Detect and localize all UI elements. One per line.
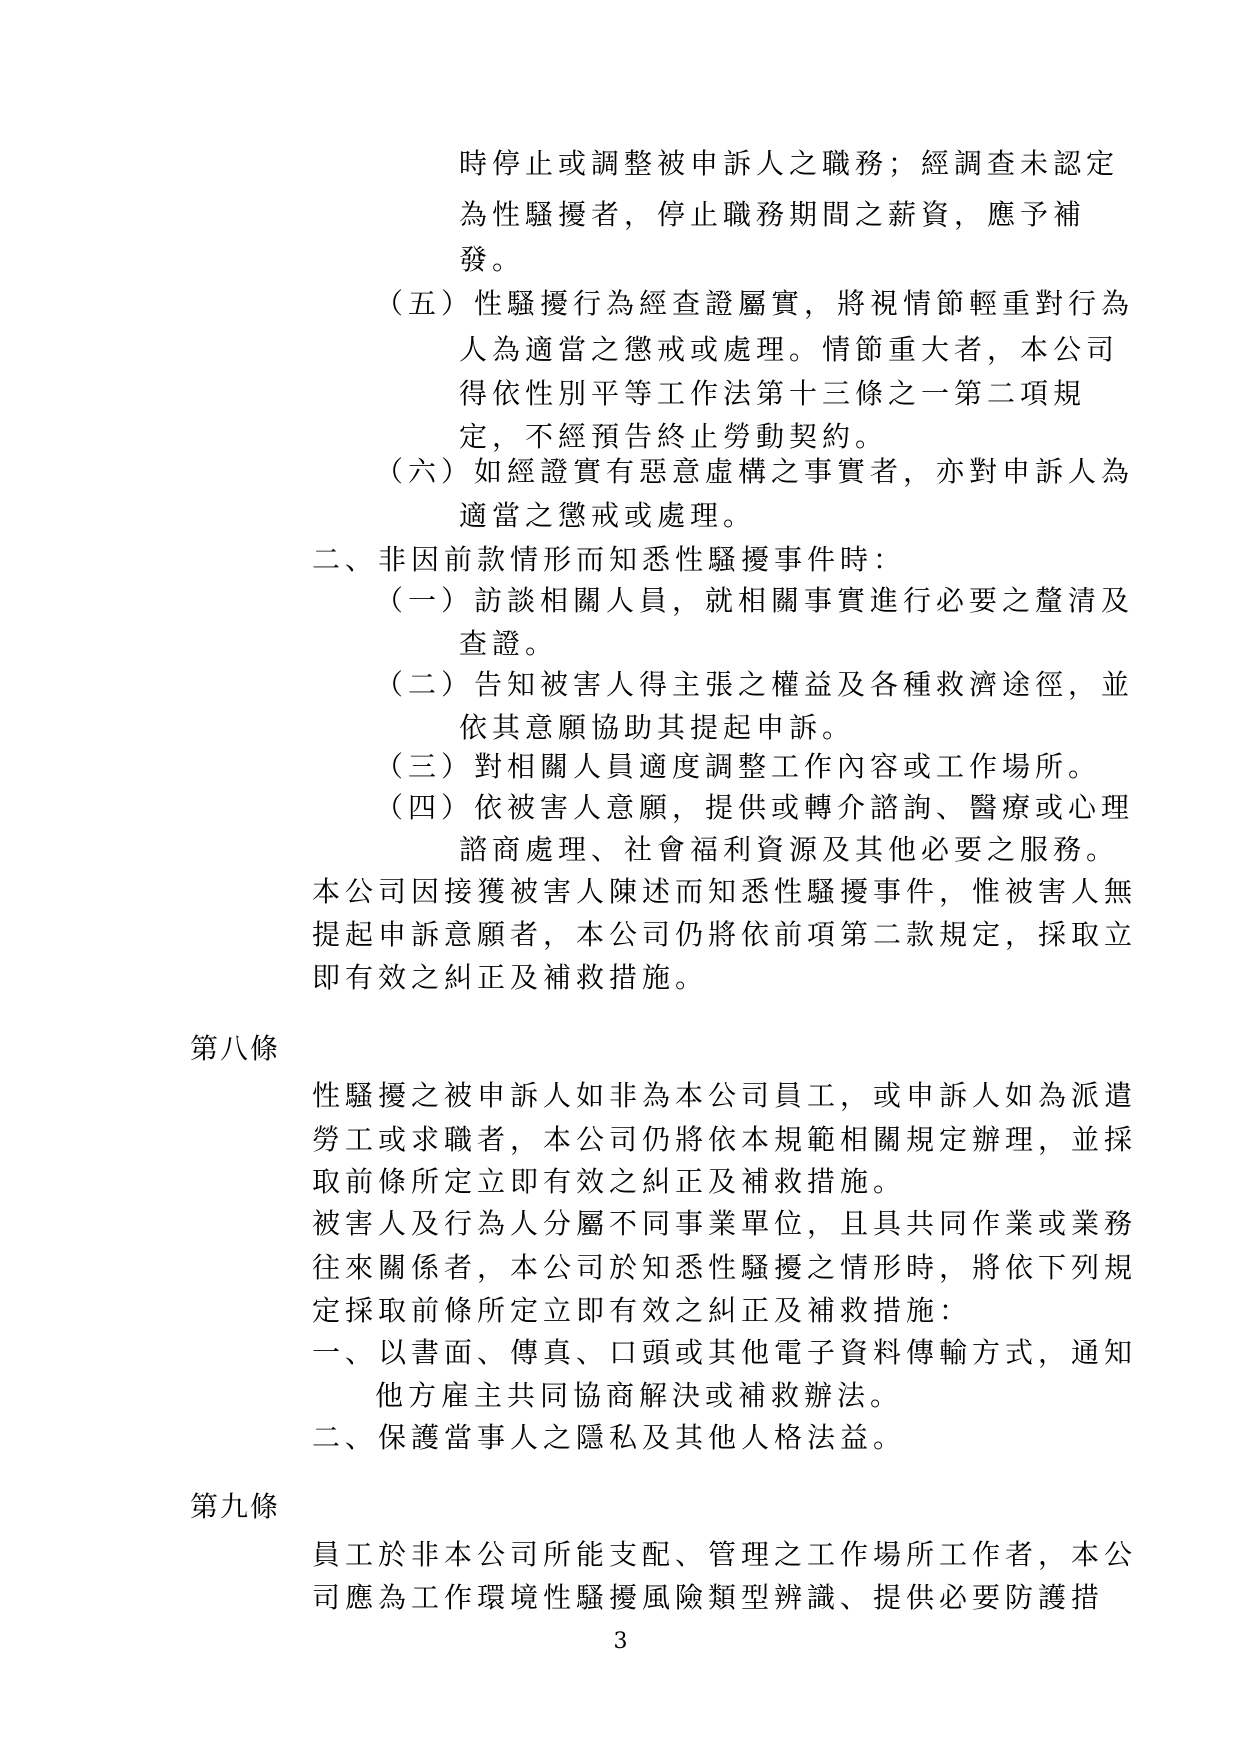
text-line: 依其意願協助其提起申訴。 <box>459 711 856 744</box>
paragraph-line: 被害人及行為人分屬不同事業單位，且具共同作業或業務 <box>312 1207 1138 1240</box>
article-heading-8: 第八條 <box>190 1032 281 1065</box>
section-item-2: 二、非因前款情形而知悉性騷擾事件時： <box>312 543 907 576</box>
list-item-6: （六）如經證實有惡意虛構之事實者，亦對申訴人為 <box>375 455 1135 488</box>
list-item-3: （三）對相關人員適度調整工作內容或工作場所。 <box>375 750 1102 783</box>
paragraph-line: 提起申訴意願者，本公司仍將依前項第二款規定，採取立 <box>312 918 1138 951</box>
list-item-4: （四）依被害人意願，提供或轉介諮詢、醫療或心理 <box>375 791 1135 824</box>
text-line: 發。 <box>459 243 526 276</box>
text-line: 定，不經預告終止勞動契約。 <box>459 420 889 453</box>
text-line: 查證。 <box>459 627 559 660</box>
paragraph-line: 員工於非本公司所能支配、管理之工作場所工作者，本公 <box>312 1538 1138 1571</box>
text-line: 適當之懲戒或處理。 <box>459 499 757 532</box>
section-item-1: 一、以書面、傳真、口頭或其他電子資料傳輸方式，通知 <box>312 1336 1138 1369</box>
list-item-2: （二）告知被害人得主張之權益及各種救濟途徑，並 <box>375 668 1135 701</box>
page-number: 3 <box>613 1629 628 1654</box>
text-line: 他方雇主共同協商解決或補救辦法。 <box>375 1379 904 1412</box>
paragraph-line: 司應為工作環境性騷擾風險類型辨識、提供必要防護措 <box>312 1581 1105 1614</box>
paragraph-line: 往來關係者，本公司於知悉性騷擾之情形時，將依下列規 <box>312 1251 1138 1284</box>
paragraph-line: 取前條所定立即有效之糾正及補救措施。 <box>312 1165 907 1198</box>
paragraph-line: 性騷擾之被申訴人如非為本公司員工，或申訴人如為派遣 <box>312 1079 1138 1112</box>
section-item-2: 二、保護當事人之隱私及其他人格法益。 <box>312 1421 907 1454</box>
text-line: 人為適當之懲戒或處理。情節重大者，本公司 <box>459 333 1120 366</box>
text-line: 為性騷擾者，停止職務期間之薪資，應予補 <box>459 198 1087 231</box>
paragraph-line: 本公司因接獲被害人陳述而知悉性騷擾事件，惟被害人無 <box>312 875 1138 908</box>
paragraph-line: 即有效之糾正及補救措施。 <box>312 961 709 994</box>
list-item-5: （五）性騷擾行為經查證屬實，將視情節輕重對行為 <box>375 287 1135 320</box>
list-item-1: （一）訪談相關人員，就相關事實進行必要之釐清及 <box>375 584 1135 617</box>
paragraph-line: 定採取前條所定立即有效之糾正及補救措施： <box>312 1294 973 1327</box>
text-line: 諮商處理、社會福利資源及其他必要之服務。 <box>459 833 1120 866</box>
paragraph-line: 勞工或求職者，本公司仍將依本規範相關規定辦理，並採 <box>312 1123 1138 1156</box>
text-line: 時停止或調整被申訴人之職務；經調查未認定 <box>459 147 1120 180</box>
text-line: 得依性別平等工作法第十三條之一第二項規 <box>459 377 1087 410</box>
article-heading-9: 第九條 <box>190 1490 281 1523</box>
